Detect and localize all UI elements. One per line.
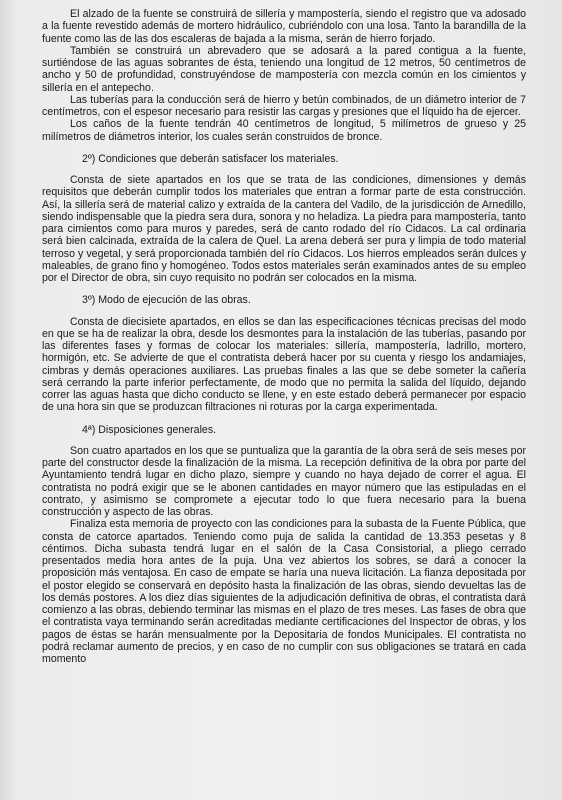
paragraph: Finaliza esta memoria de proyecto con las condiciones para la subasta de la Fuente Pública, que consta de catorce apartados. Teniendo como puja de salida la cantidad de 13.353 pesetas y 8 céntimos. Dicha subasta tendrá lugar en el salón de la Casa Consistorial, a pliego cerrado presentados media hora antes de la puja. Una vez abiertos los sobres, se dará a conocer la proposición más ventajosa. En caso de empate se haría una nueva licitación. La fianza depositada por el postor elegido se conservará en depósito hasta la finalización de las obras, siendo devueltas las de los demás postores. A los diez días siguientes de la adjudicación definitiva de obras, el contratista dará comienzo a las obras, debiendo terminar las mismas en el plazo de tres meses. Las fases de obra que el contratista vaya terminando serán acreditadas mediante certificaciones del Inspector de obras, y los pagos de éstas se harán mensualmente por la Depositaria de fondos Municipales. El contratista no podrá reclamar aumento de precios, y en caso de no cumplir con sus obligaciones se tratará en cada momento <box>42 518 526 665</box>
section-fountain-description <box>42 8 526 143</box>
paragraph: Son cuatro apartados en los que se puntualiza que la garantía de la obra será de seis meses por parte del constructor desde la finalización de la misma. La recepción definitiva de la obra por parte del Ayuntamiento tendrá lugar en dicho plazo, siempre y cuando no haya dejado de correr el agua. El contratista no podrá exigir que se le abonen cantidades en mayor número que las estipuladas en el contrato, y asimismo se compromete a ejecutar todo lo que fuera necesario para la buena construcción y aspecto de las obras. <box>42 444 526 518</box>
paragraph: También se construirá un abrevadero que se adosará a la pared contigua a la fuente, surtiéndose de las aguas sobrantes de ésta, teniendo una longitud de 12 metros, 50 centímetros de ancho y 50 de profundidad, construyéndose de mampostería con mezcla común en los cimientos y sillería en el antepecho. <box>42 44 526 94</box>
section-execution <box>42 316 526 414</box>
paragraph: Los caños de la fuente tendrán 40 centímetros de longitud, 5 milímetros de grueso y 25 milímetros de diámetros interior, los cuales serán construidos de bronce. <box>42 118 526 143</box>
paragraph: El alzado de la fuente se construirá de sillería y mampostería, siendo el registro que va adosado a la fuente revestido además de mortero hidráulico, cubriéndolo con una losa. Tanto la barandilla de la fuente como las de las dos escaleras de bajada a la misma, serán de hierro forjado. <box>42 8 526 45</box>
section-heading-execution: 3º) Modo de ejecución de las obras. <box>82 294 251 307</box>
section-materials <box>42 174 526 284</box>
paragraph: Consta de diecisiete apartados, en ellos se dan las especificaciones técnicas precisas del modo en que se ha de realizar la obra, desde los desmontes para la instalación de las tuberías, pasando por las diferentes fases y formas de colocar los materiales: sillería, mampostería, ladrillo, mortero, hormigón, etc. Se advierte de que el contratista deberá hacer por su cuenta y riesgo los andamiajes, cimbras y demás operaciones auxiliares. Las pruebas finales a las que se debe someter la cañería será cerrando la parte inferior perfectamente, de modo que no permita la salida del líquido, dejando correr las aguas hasta que dicho conducto se llene, y en este estado deberá permanecer por espacio de una hora sin que se produzcan filtraciones ni roturas por la carga experimentada. <box>42 315 526 414</box>
section-general <box>42 445 526 666</box>
section-heading-materials: 2º) Condiciones que deberán satisfacer los materiales. <box>82 152 339 165</box>
paragraph: Las tuberías para la conducción será de hierro y betún combinados, de un diámetro interior de 7 centímetros, con el espesor necesario para resistir las cargas y presiones que el líquido ha de ejercer. <box>42 93 526 118</box>
paragraph: Consta de siete apartados en los que se trata de las condiciones, dimensiones y demás requisitos que deberán cumplir todos los materiales que entran a formar parte de esta construcción. Así, la sillería será de material calizo y extraída de la cantera del Vadilo, de la jurisdicción de Arnedillo, siendo indispensable que la piedra sera dura, sonora y no heladiza. La piedra para mampostería, tanto para cimientos como para muros y paredes, será de canto rodado del río Cidacos. La cal ordinaria será bien calcinada, extraída de la calera de Quel. La arena deberá ser pura y limpia de todo material terroso y vegetal, y será proporcionada también del río Cidacos. Los hierros empleados serán dulces y maleables, de grano fino y homogéneo. Todos estos materiales serán examinados antes de su empleo por el Director de obra, sin cuyo requisito no podrán ser colocados en la misma. <box>42 174 526 284</box>
section-heading-general: 4ª) Disposiciones generales. <box>82 423 217 436</box>
